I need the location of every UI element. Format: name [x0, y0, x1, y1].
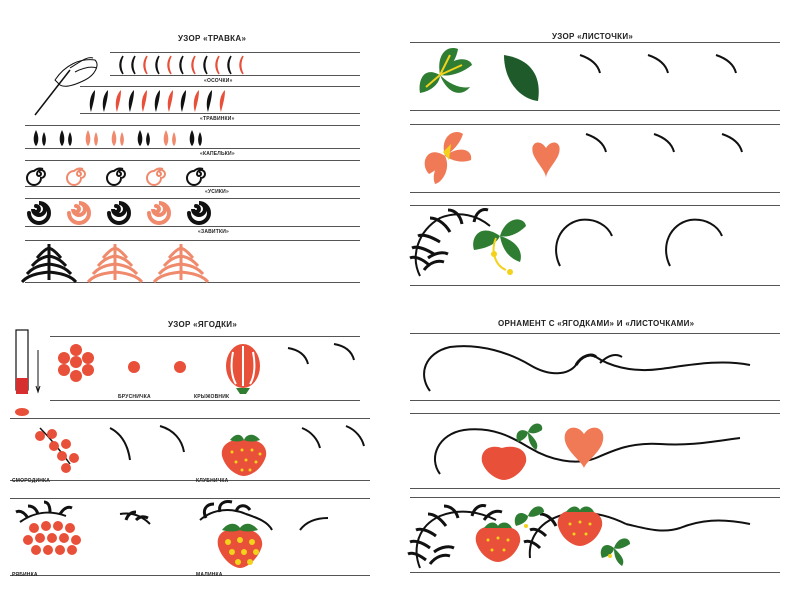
label-malinka: МАЛИНКА	[196, 572, 223, 578]
guide-line	[10, 418, 370, 419]
guide-line	[25, 125, 360, 126]
panel-title-yagodki: УЗОР «ЯГОДКИ»	[168, 320, 238, 329]
drop-stroke	[164, 130, 169, 146]
guide-line	[410, 42, 780, 43]
label-usiki: «УСИКИ»	[205, 189, 229, 195]
label-kapelki: «КАПЕЛЬКИ»	[200, 151, 235, 157]
guide-line	[110, 52, 360, 53]
drop-stroke	[190, 130, 195, 146]
grass-stroke	[90, 90, 95, 112]
grass-stroke	[194, 90, 199, 112]
curl-stroke	[189, 203, 209, 223]
guide-line	[25, 198, 360, 199]
osochki-strokes	[115, 54, 255, 76]
guide-line	[410, 333, 780, 334]
bush-motif	[154, 244, 208, 282]
bush-motif	[88, 244, 142, 282]
spiral-stroke	[27, 169, 45, 185]
drop-stroke	[42, 132, 46, 146]
label-ryabinka: РЯБИНКА	[12, 572, 38, 578]
drop-stroke	[112, 130, 117, 146]
guide-line	[10, 480, 370, 481]
label-klubnichka: КЛУБНИЧКА	[196, 478, 229, 484]
grass-stroke	[168, 56, 171, 74]
curl-stroke	[69, 203, 89, 223]
grass-stroke	[156, 56, 159, 74]
zavitki-curls	[25, 200, 225, 226]
grass-stroke	[207, 90, 212, 112]
drop-stroke	[86, 130, 91, 146]
grass-stroke	[142, 90, 147, 112]
travinki-strokes	[83, 88, 233, 114]
grass-stroke	[132, 56, 135, 74]
label-smorodinka: СМОРОДИНКА	[12, 478, 51, 484]
grass-stroke	[116, 90, 121, 112]
guide-line	[50, 336, 360, 337]
spiral-stroke	[147, 169, 165, 185]
grass-stroke	[168, 90, 173, 112]
drop-stroke	[146, 132, 150, 146]
grass-stroke	[192, 56, 195, 74]
drop-stroke	[94, 132, 98, 146]
usiki-spirals	[25, 161, 225, 187]
grass-stroke	[228, 56, 231, 74]
grass-stroke	[216, 56, 219, 74]
grass-stroke	[103, 90, 108, 112]
listochki-row3	[400, 206, 780, 286]
grass-stroke	[129, 90, 134, 112]
label-osochki: «ОСОЧКИ»	[204, 78, 233, 84]
drop-stroke	[172, 132, 176, 146]
panel-yagodki	[0, 300, 400, 600]
bush-motifs	[25, 240, 225, 282]
grass-stroke	[120, 56, 123, 74]
panel-title-listochki: УЗОР «ЛИСТОЧКИ»	[552, 32, 634, 41]
grass-stroke	[144, 56, 147, 74]
curl-stroke	[109, 203, 129, 223]
guide-line	[10, 575, 370, 576]
drop-stroke	[34, 130, 39, 146]
spiral-stroke	[67, 169, 85, 185]
guide-line	[410, 110, 780, 111]
ornament-row1	[400, 335, 780, 399]
spiral-stroke	[107, 169, 125, 185]
yagodki-row3	[10, 500, 370, 575]
ornament-row3	[400, 498, 780, 574]
guide-line	[25, 226, 360, 227]
grass-stroke	[240, 56, 243, 74]
panel-title-travka: УЗОР «ТРАВКА»	[178, 34, 247, 43]
guide-line	[410, 400, 780, 401]
panel-title-ornament: ОРНАМЕНТ С «ЯГОДКАМИ» И «ЛИСТОЧКАМИ»	[498, 319, 695, 328]
listochki-row2	[400, 126, 780, 191]
label-travinki: «ТРАВИНКИ»	[200, 116, 235, 122]
label-kryzhovnik: КРЫЖОВНИК	[194, 394, 230, 400]
panel-ornament	[400, 300, 800, 600]
spiral-stroke	[187, 169, 205, 185]
guide-line	[410, 192, 780, 193]
drop-stroke	[198, 132, 202, 146]
label-zavitki: «ЗАВИТКИ»	[198, 229, 230, 235]
grass-stroke	[204, 56, 207, 74]
yagodki-row2	[10, 420, 370, 480]
guide-line	[25, 148, 360, 149]
bush-motif	[22, 244, 76, 282]
grass-stroke	[155, 90, 160, 112]
curl-stroke	[149, 203, 169, 223]
grass-stroke	[220, 90, 225, 112]
grass-stroke	[181, 90, 186, 112]
guide-line	[80, 86, 360, 87]
panel-listochki	[400, 0, 800, 300]
grass-stroke	[180, 56, 183, 74]
listochki-row1	[400, 45, 780, 105]
drop-stroke	[60, 130, 65, 146]
guide-line	[410, 124, 780, 125]
ornament-row2	[400, 414, 780, 489]
panel-travka	[0, 0, 400, 300]
drop-stroke	[68, 132, 72, 146]
drop-stroke	[120, 132, 124, 146]
curl-stroke	[29, 203, 49, 223]
kapelki-strokes	[30, 128, 210, 148]
guide-line	[10, 498, 370, 499]
drop-stroke	[138, 130, 143, 146]
label-brusnichka: БРУСНИЧКА	[118, 394, 151, 400]
brush-illustration	[10, 330, 50, 420]
